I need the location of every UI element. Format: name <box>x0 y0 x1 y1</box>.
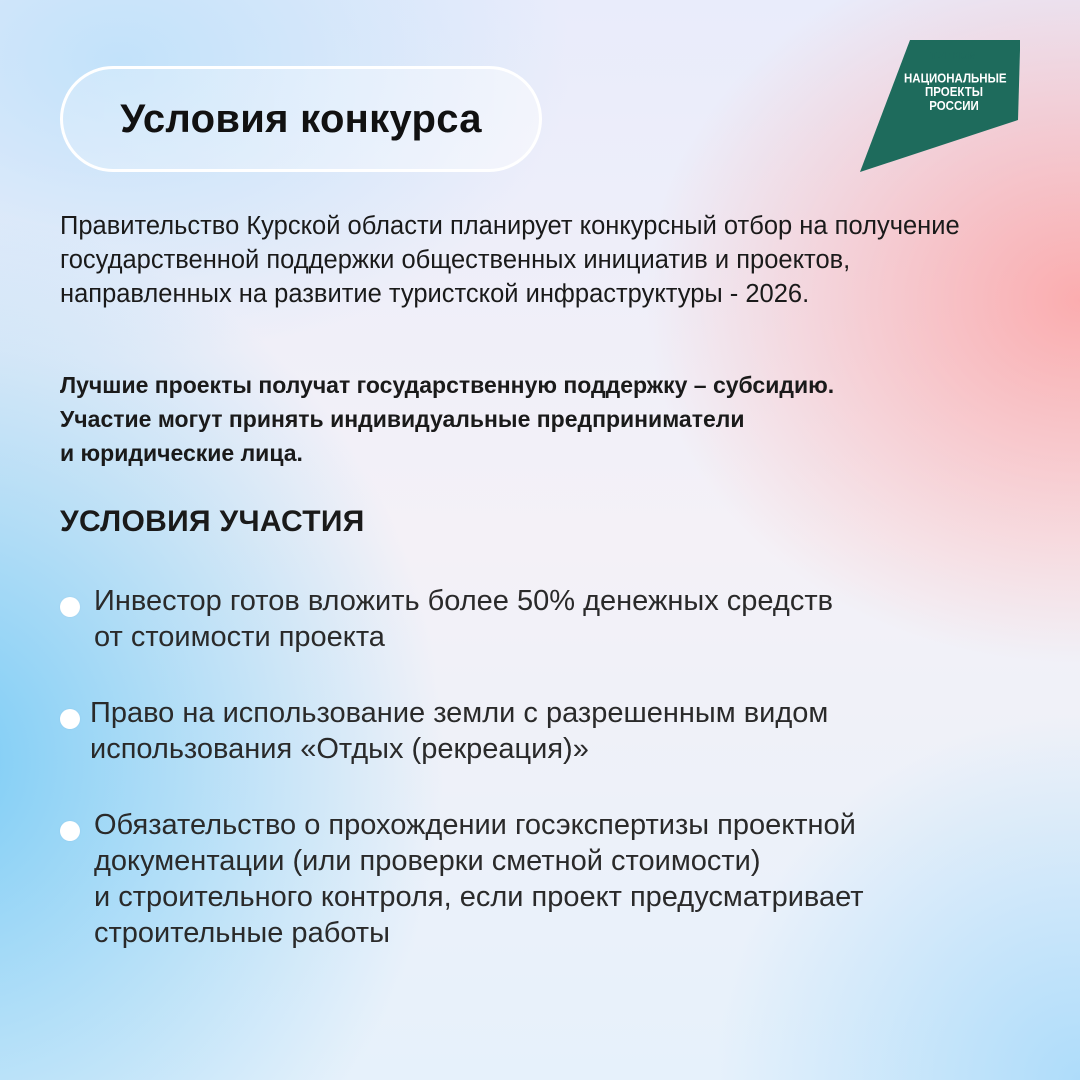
bullet-dot-icon <box>60 709 80 729</box>
condition-line: Инвестор готов вложить более 50% денежных средств <box>94 585 834 617</box>
logo-line: ПРОЕКТЫ <box>925 85 983 100</box>
condition-line: от стоимости проекта <box>94 621 385 653</box>
logo-line: РОССИИ <box>929 99 979 114</box>
bullet-dot-icon <box>60 821 80 841</box>
condition-line: Обязательство о прохождении госэкспертизы проектной <box>94 809 856 841</box>
conditions-heading: УСЛОВИЯ УЧАСТИЯ <box>60 505 365 538</box>
condition-text <box>60 807 1020 951</box>
condition-line: и строительного контроля, если проект предусматривает <box>94 881 864 913</box>
condition-line: документации (или проверки сметной стоимости) <box>94 845 761 877</box>
intro-paragraph: Правительство Курской области планирует конкурсный отбор на получение государственной поддержки общественных инициатив и проектов, направленных на развитие туристской инфраструктуры - 2026. <box>60 212 960 308</box>
lead-paragraph <box>60 368 1020 470</box>
bullet-dot-icon <box>60 597 80 617</box>
conditions-list <box>60 583 1020 991</box>
lead-line: и юридические лица. <box>60 440 303 466</box>
logo-text <box>904 72 1007 114</box>
list-item <box>60 807 1020 951</box>
condition-text <box>60 583 1020 655</box>
condition-line: Право на использование земли с разрешенным видом <box>90 697 829 729</box>
list-item <box>60 695 1020 767</box>
lead-line: Лучшие проекты получат государственную поддержку – субсидию. <box>60 372 835 398</box>
page-title: Условия конкурса <box>120 96 482 141</box>
condition-line: строительные работы <box>94 917 390 949</box>
logo-line: НАЦИОНАЛЬНЫЕ <box>904 72 1007 86</box>
condition-text <box>60 695 1020 767</box>
list-item <box>60 583 1020 655</box>
condition-line: использования «Отдых (рекреация)» <box>90 733 589 765</box>
lead-line: Участие могут принять индивидуальные предприниматели <box>60 406 745 432</box>
title-pill <box>60 66 542 172</box>
logo-tag: ТУРИЗМ <box>930 50 978 62</box>
